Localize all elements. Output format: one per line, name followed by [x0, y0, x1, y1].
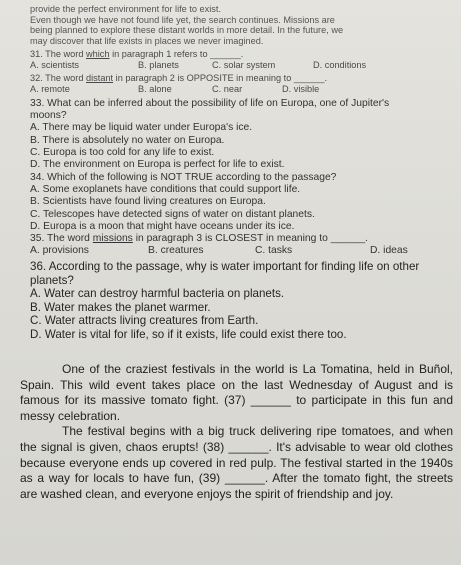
- question-stem: 35. The word missions in paragraph 3 is CLOSEST in meaning to ______.: [30, 233, 368, 244]
- question-stem: 33. What can be inferred about the possibility of life on Europa, one of Jupiter's: [30, 98, 390, 109]
- question-stem: 36. According to the passage, why is water important for finding life on other: [30, 260, 420, 273]
- option-a[interactable]: A. scientists: [30, 59, 80, 70]
- option-d[interactable]: D. The environment on Europa is perfect for life to exist.: [30, 159, 285, 171]
- underlined-word: distant: [86, 73, 114, 83]
- option-d[interactable]: D. visible: [282, 83, 320, 94]
- option-a[interactable]: A. There may be liquid water under Europa's ice.: [30, 122, 253, 134]
- option-c[interactable]: C. Water attracts living creatures from Earth.: [30, 314, 259, 328]
- intro-line: being planned to explore these distant worlds in more detail. In the future, we: [30, 25, 344, 36]
- option-d[interactable]: D. Water is vital for life, so if it exists, life could exist there too.: [30, 327, 347, 341]
- option-d[interactable]: D. Europa is a moon that might have oceans under its ice.: [30, 220, 295, 232]
- options-row: [0, 84, 461, 95]
- option-b[interactable]: B. planets: [138, 59, 179, 70]
- option-a[interactable]: A. Water can destroy harmful bacteria on planets.: [30, 287, 285, 301]
- option-c[interactable]: C. Telescopes have detected signs of water on distant planets.: [30, 208, 315, 220]
- question-stem: 31. The word which in paragraph 1 refers to ______.: [30, 49, 244, 59]
- question-stem: moons?: [30, 110, 67, 122]
- underlined-word: missions: [92, 233, 133, 244]
- reading-passage: [0, 362, 461, 502]
- question-34: [0, 172, 461, 233]
- question-stem: planets?: [30, 273, 74, 287]
- passage-paragraph-2: The festival begins with a big truck delivering ripe tomatoes, and when the signal is given, chaos erupts! (38) ______. It's advisable to wear old clothes because everyone ends up covered in red pulp. The festival started in the 1940s as a way for locals to have fun, (39) ______. After the tomato fight, the streets are washed clean, and everyone enjoys the spirit of friendship and joy.: [20, 424, 453, 501]
- options-row: [0, 245, 461, 257]
- option-c[interactable]: C. tasks: [255, 245, 293, 257]
- option-b[interactable]: B. creatures: [148, 245, 204, 257]
- question-33: [0, 98, 461, 171]
- option-c[interactable]: C. Europa is too cold for any life to exist.: [30, 146, 215, 158]
- option-d[interactable]: D. conditions: [313, 59, 367, 70]
- option-a[interactable]: A. provisions: [30, 245, 89, 257]
- question-stem: 32. The word distant in paragraph 2 is OPPOSITE in meaning to ______.: [30, 73, 328, 83]
- option-a[interactable]: A. remote: [30, 83, 70, 94]
- underlined-word: which: [86, 49, 110, 59]
- intro-paragraph: [0, 4, 461, 46]
- option-b[interactable]: B. alone: [138, 83, 172, 94]
- question-stem: 34. Which of the following is NOT TRUE according to the passage?: [30, 172, 337, 183]
- option-c[interactable]: C. solar system: [212, 59, 276, 70]
- options-row: [0, 60, 461, 71]
- option-b[interactable]: B. Scientists have found living creatures on Europa.: [30, 196, 266, 208]
- intro-line: provide the perfect environment for life to exist.: [30, 4, 221, 14]
- question-31: [0, 49, 461, 71]
- intro-line: may discover that life exists in places we never imagined.: [30, 35, 264, 46]
- question-36: [0, 260, 461, 342]
- intro-line: Even though we have not found life yet, the search continues. Missions are: [30, 14, 335, 25]
- option-a[interactable]: A. Some exoplanets have conditions that could support life.: [30, 184, 301, 196]
- option-b[interactable]: B. There is absolutely no water on Europa.: [30, 134, 225, 146]
- option-c[interactable]: C. near: [212, 83, 243, 94]
- question-32: [0, 73, 461, 95]
- option-d[interactable]: D. ideas: [370, 245, 408, 257]
- question-35: [0, 233, 461, 257]
- option-b[interactable]: B. Water makes the planet warmer.: [30, 300, 211, 314]
- passage-paragraph-1: One of the craziest festivals in the world is La Tomatina, held in Buñol, Spain. This wild event takes place on the last Wednesday of August and is famous for its massive tomato fight. (37) ______ to participate in this fun and messy celebration.: [20, 362, 453, 423]
